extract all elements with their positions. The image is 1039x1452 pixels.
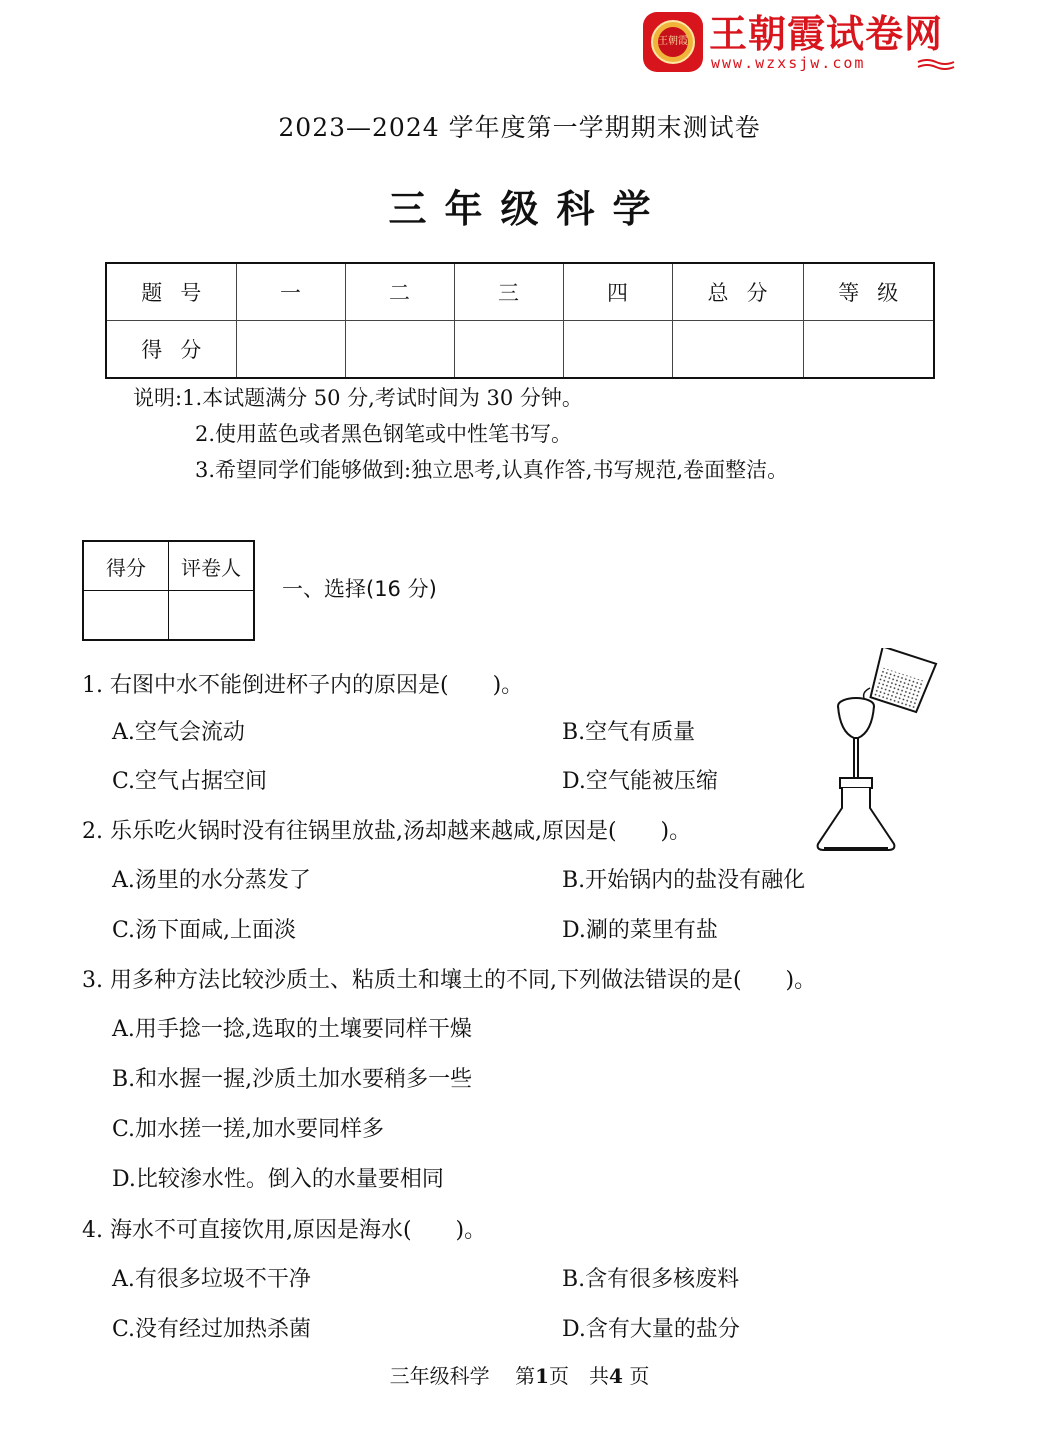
footer-page-prefix: 第 bbox=[515, 1364, 536, 1388]
option: D.涮的菜里有盐 bbox=[562, 918, 718, 943]
score-cell bbox=[454, 321, 563, 379]
instruction-item: 2.使用蓝色或者黑色钢笔或中性笔书写。 bbox=[195, 422, 573, 446]
footer-subject: 三年级科学 bbox=[389, 1364, 490, 1388]
score-table-score-row bbox=[106, 321, 934, 379]
subject-title: 三年级科学 bbox=[388, 187, 669, 231]
instruction-item: 3.希望同学们能够做到:独立思考,认真作答,书写规范,卷面整洁。 bbox=[195, 458, 789, 482]
score-table bbox=[105, 262, 935, 379]
exam-title: 2023—2024 学年度第一学期期末测试卷 bbox=[278, 113, 761, 142]
option: C.没有经过加热杀菌 bbox=[112, 1317, 312, 1342]
footer-page-number: 1 bbox=[535, 1364, 550, 1388]
instruction-item: 1.本试题满分 50 分,考试时间为 30 分钟。 bbox=[182, 386, 583, 410]
option: A.有很多垃圾不干净 bbox=[112, 1267, 311, 1292]
footer-page-mid: 页 共 bbox=[549, 1364, 610, 1388]
option: B.空气有质量 bbox=[562, 720, 696, 745]
section-heading: 一、选择(16 分) bbox=[282, 577, 437, 601]
column-grade: 等级 bbox=[803, 263, 934, 321]
grader-name-cell bbox=[169, 591, 255, 641]
page-footer bbox=[0, 1360, 1039, 1389]
option: A.空气会流动 bbox=[112, 720, 245, 745]
option: D.含有大量的盐分 bbox=[562, 1317, 740, 1342]
footer-page-suffix: 页 bbox=[629, 1364, 650, 1388]
option: B.开始锅内的盐没有融化 bbox=[562, 868, 806, 893]
grader-name-label: 评卷人 bbox=[169, 541, 255, 591]
column-total: 总分 bbox=[672, 263, 803, 321]
logo-name: 王朝霞试卷网 bbox=[709, 12, 944, 56]
grader-score-cell bbox=[83, 591, 169, 641]
row-header-question-no: 题号 bbox=[106, 263, 236, 321]
instructions-label: 说明: bbox=[133, 386, 183, 410]
score-cell bbox=[236, 321, 345, 379]
option: B.含有很多核废料 bbox=[562, 1267, 740, 1292]
question-stem: 3. 用多种方法比较沙质土、粘质土和壤土的不同,下列做法错误的是( )。 bbox=[82, 968, 817, 993]
site-logo bbox=[643, 10, 963, 76]
flask-funnel-illustration bbox=[812, 648, 952, 858]
grader-score-label: 得分 bbox=[83, 541, 169, 591]
score-cell bbox=[803, 321, 934, 379]
footer-total-pages: 4 bbox=[609, 1364, 623, 1388]
logo-badge-icon bbox=[643, 12, 703, 72]
column-4: 四 bbox=[563, 263, 672, 321]
column-3: 三 bbox=[454, 263, 563, 321]
logo-url: www.wzxsjw.com bbox=[711, 54, 866, 72]
column-2: 二 bbox=[345, 263, 454, 321]
score-cell bbox=[672, 321, 803, 379]
option: A.汤里的水分蒸发了 bbox=[112, 868, 311, 893]
grader-box bbox=[82, 540, 255, 641]
question-stem: 4. 海水不可直接饮用,原因是海水( )。 bbox=[82, 1218, 487, 1243]
logo-badge-text: 王朝霞 bbox=[658, 27, 688, 57]
score-cell bbox=[345, 321, 454, 379]
option: C.加水搓一搓,加水要同样多 bbox=[112, 1117, 385, 1142]
column-1: 一 bbox=[236, 263, 345, 321]
question-stem: 1. 右图中水不能倒进杯子内的原因是( )。 bbox=[82, 673, 524, 698]
row-header-score: 得分 bbox=[106, 321, 236, 379]
option: C.汤下面咸,上面淡 bbox=[112, 918, 297, 943]
score-table-header-row bbox=[106, 263, 934, 321]
option: B.和水握一握,沙质土加水要稍多一些 bbox=[112, 1067, 473, 1092]
score-cell bbox=[563, 321, 672, 379]
option: A.用手捻一捻,选取的土壤要同样干燥 bbox=[112, 1017, 472, 1042]
wave-icon bbox=[917, 58, 955, 72]
instructions bbox=[133, 380, 788, 488]
option: D.比较渗水性。倒入的水量要相同 bbox=[112, 1167, 444, 1192]
option: D.空气能被压缩 bbox=[562, 769, 718, 794]
option: C.空气占据空间 bbox=[112, 769, 268, 794]
question-stem: 2. 乐乐吃火锅时没有往锅里放盐,汤却越来越咸,原因是( )。 bbox=[82, 819, 692, 844]
